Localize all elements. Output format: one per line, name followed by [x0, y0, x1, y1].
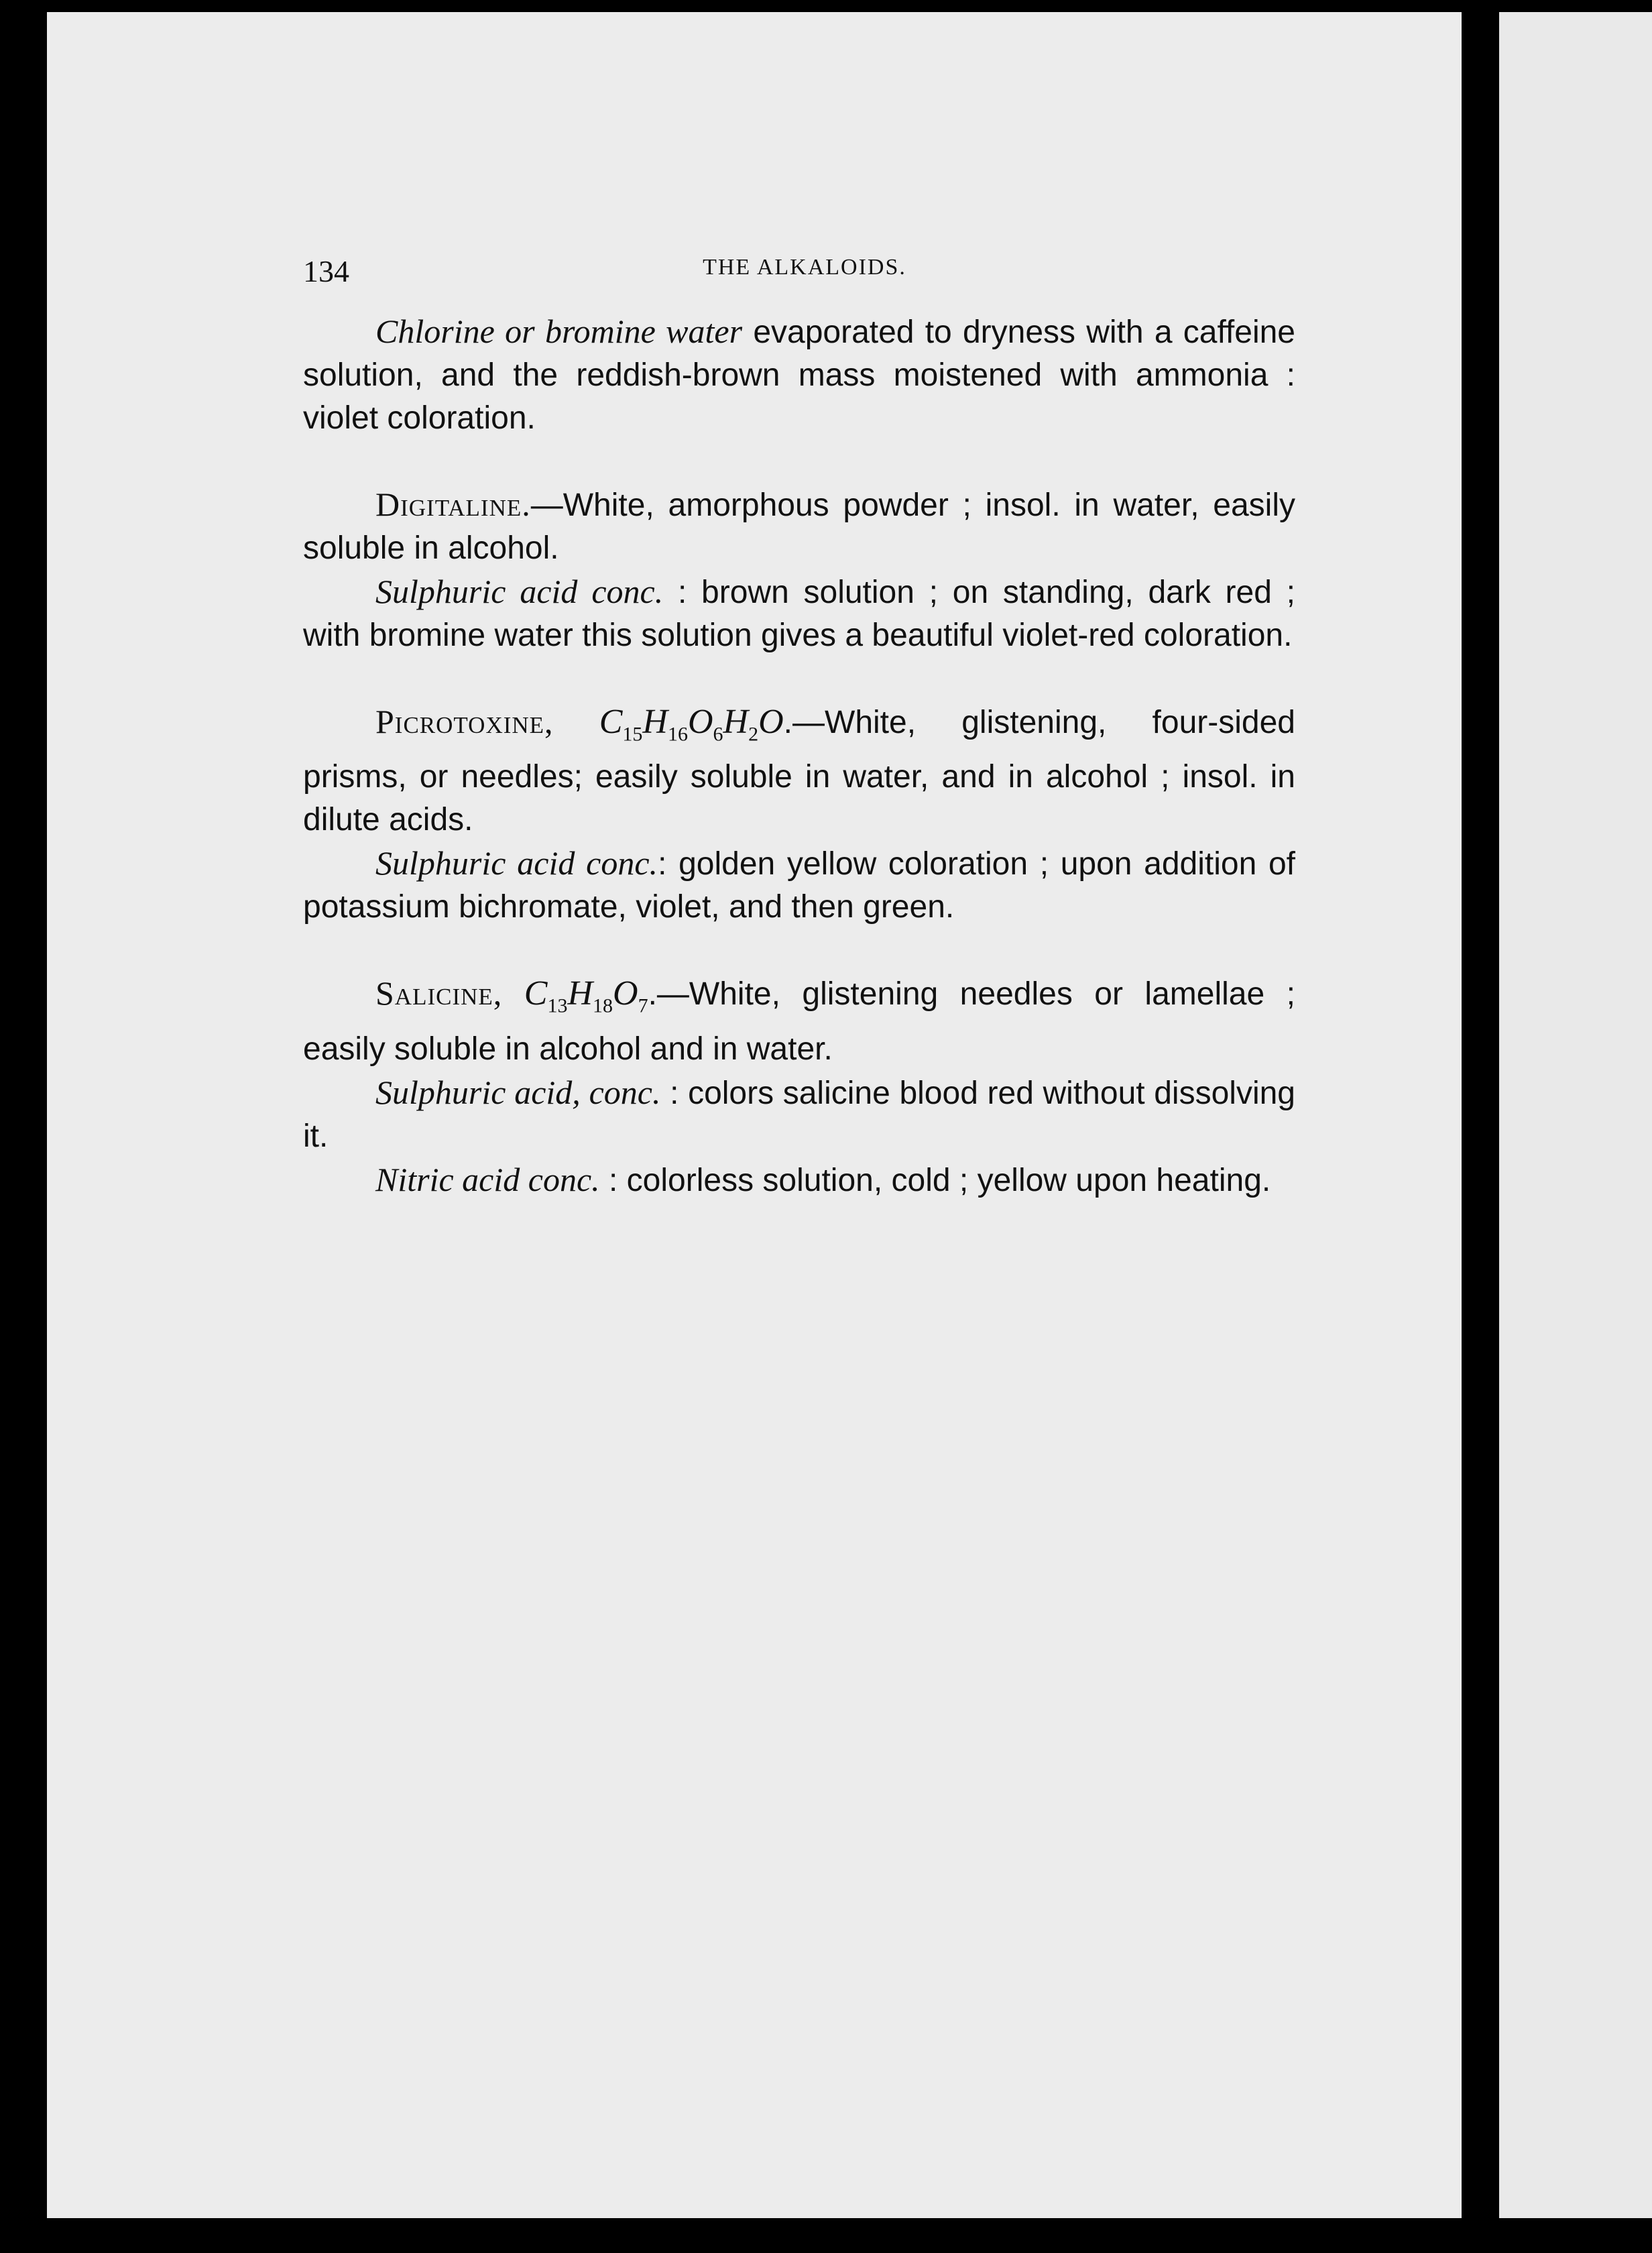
formula-element: O: [758, 703, 784, 741]
salicine-description: .—White, glistening needles or lamellae ; easily soluble in alcohol and in water.: [303, 976, 1295, 1067]
caffeine-test-reagent: Chlorine or bromine water: [375, 312, 743, 350]
picrotoxine-entry: [303, 700, 1295, 929]
picrotoxine-test-paragraph: [303, 842, 1295, 929]
formula-element: C: [524, 974, 548, 1013]
salicine-test2-paragraph: [303, 1158, 1295, 1202]
picrotoxine-test-text: : golden yellow coloration ; upon addition of potassium bichromate, violet, and then green.: [303, 846, 1295, 925]
digitaline-name: Digitaline.: [375, 485, 531, 523]
digitaline-test-text: : brown solution ; on standing, dark red ; with bromine water this solution gives a beautiful violet-red coloration.: [303, 575, 1296, 653]
formula-subscript: 18: [593, 994, 613, 1017]
salicine-formula: [524, 974, 648, 1017]
formula-subscript: 6: [713, 723, 723, 746]
salicine-test1-text: : colors salicine blood red without dissolving it.: [303, 1075, 1295, 1154]
digitaline-test-paragraph: [303, 570, 1295, 657]
formula-element: O: [613, 974, 638, 1013]
formula-element: H: [723, 703, 749, 741]
facing-page-edge: [1499, 12, 1652, 2218]
page-number: 134: [303, 254, 349, 288]
page-header: [255, 248, 1354, 288]
formula-element: H: [642, 703, 668, 741]
salicine-test2-reagent: Nitric acid conc.: [375, 1160, 600, 1198]
formula-subscript: 15: [622, 723, 643, 746]
running-head: THE ALKALOIDS.: [703, 255, 906, 280]
picrotoxine-description: .—White, glistening, four-sided prisms, or needles; easily soluble in water, and in alcohol ; insol. in dilute acids.: [303, 705, 1295, 838]
salicine-entry: [303, 972, 1295, 1202]
salicine-description-paragraph: [303, 972, 1295, 1070]
salicine-test1-reagent: Sulphuric acid, conc.: [375, 1073, 661, 1111]
digitaline-description: —White, amorphous powder ; insol. in water, easily soluble in alcohol.: [303, 487, 1295, 566]
picrotoxine-test-reagent: Sulphuric acid conc.: [375, 844, 658, 882]
picrotoxine-formula: [599, 703, 784, 746]
caffeine-test-text: evaporated to dryness with a caffeine solution, and the reddish-brown mass moistened with ammonia : violet coloration.: [303, 314, 1296, 436]
salicine-name: Salicine,: [375, 974, 503, 1013]
salicine-test2-text: : colorless solution, cold ; yellow upon heating.: [599, 1162, 1271, 1198]
formula-subscript: 16: [667, 723, 688, 746]
caffeine-test-paragraph: [303, 310, 1295, 440]
picrotoxine-description-paragraph: [303, 700, 1295, 842]
salicine-test1-paragraph: [303, 1071, 1295, 1158]
formula-subscript: 7: [638, 994, 648, 1017]
formula-subscript: 13: [547, 994, 568, 1017]
picrotoxine-name: Picrotoxine,: [375, 703, 554, 740]
digitaline-description-paragraph: [303, 483, 1295, 570]
formula-element: O: [687, 703, 713, 741]
formula-element: H: [567, 974, 593, 1013]
page-body: [303, 310, 1295, 1202]
formula-subscript: 2: [748, 723, 759, 746]
digitaline-test-reagent: Sulphuric acid conc.: [375, 573, 664, 610]
digitaline-entry: [303, 483, 1295, 657]
formula-element: C: [599, 703, 623, 741]
